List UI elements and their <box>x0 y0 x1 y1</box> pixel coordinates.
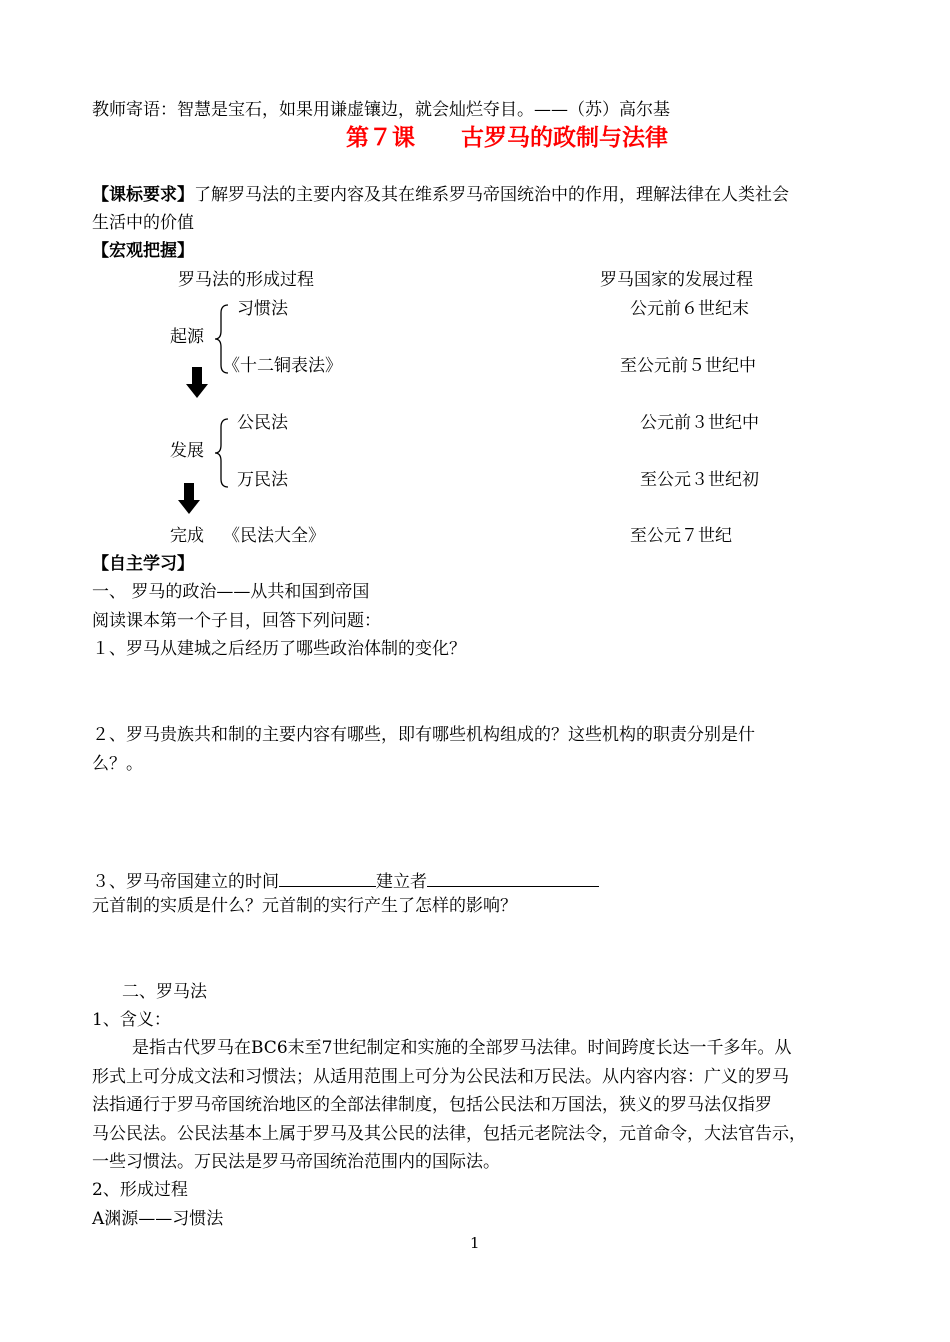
section1-title: 一、 罗马的政治——从共和国到帝国 <box>92 582 370 602</box>
question-2-line1: ２、罗马贵族共和制的主要内容有哪些，即有哪些机构组成的？这些机构的职责分别是什 <box>92 725 755 745</box>
self-study-label: 【自主学习】 <box>92 554 194 574</box>
question-3-line1 <box>92 870 599 891</box>
founder-blank[interactable] <box>427 870 599 887</box>
meaning-paragraph-line: 是指古代罗马在BC6末至7世纪制定和实施的全部罗马法律。时间跨度长达一千多年。从 <box>132 1038 792 1058</box>
section2-title: 二、罗马法 <box>122 982 207 1002</box>
origin-date-2: 至公元前５世纪中 <box>620 356 756 376</box>
page-number: 1 <box>470 1234 480 1252</box>
meaning-paragraph-line: 形式上可分成文法和习惯法；从适用范围上可分为公民法和万民法。从内容内容：广义的罗马 <box>92 1067 789 1087</box>
lesson-title: 第７课 古罗马的政制与法律 <box>346 125 668 151</box>
teacher-motto: 教师寄语：智慧是宝石，如果用谦虚镶边，就会灿烂夺目。——（苏）高尔基 <box>92 100 670 120</box>
question-3-founder-label: 建立者 <box>376 872 427 892</box>
subsection-formation: 2、形成过程 <box>92 1180 188 1200</box>
overview-label: 【宏观把握】 <box>92 241 194 261</box>
development-date-2: 至公元３世纪初 <box>640 470 759 490</box>
requirements-label: 【课标要求】 <box>92 185 194 205</box>
development-brace-icon <box>214 417 230 489</box>
development-date-1: 公元前３世纪中 <box>640 413 759 433</box>
question-2-line2: 么？。 <box>92 754 143 774</box>
founding-time-blank[interactable] <box>279 870 376 887</box>
subsection-origin-customary: A渊源——习惯法 <box>92 1209 224 1229</box>
completion-label: 完成 <box>170 526 204 546</box>
question-3-line2: 元首制的实质是什么？元首制的实行产生了怎样的影响？ <box>92 896 517 916</box>
question-3-time-label: ３、罗马帝国建立的时间 <box>92 872 279 892</box>
reading-instruction: 阅读课本第一个子目，回答下列问题： <box>92 611 381 631</box>
requirements-text: 了解罗马法的主要内容及其在维系罗马帝国统治中的作用，理解法律在人类社会 <box>194 185 789 205</box>
completion-date: 至公元７世纪 <box>630 526 732 546</box>
origin-item-twelve-tables: 《十二铜表法》 <box>223 356 342 376</box>
completion-item: 《民法大全》 <box>223 526 325 546</box>
requirements-line2: 生活中的价值 <box>92 213 194 233</box>
meaning-paragraph-line: 一些习惯法。万民法是罗马帝国统治范围内的国际法。 <box>92 1152 500 1172</box>
overview-right-header: 罗马国家的发展过程 <box>600 270 753 290</box>
overview-left-header: 罗马法的形成过程 <box>178 270 314 290</box>
development-item-civil-law: 公民法 <box>237 413 288 433</box>
requirements-line1 <box>92 187 789 204</box>
subsection-meaning: 1、含义： <box>92 1010 171 1030</box>
origin-item-customary-law: 习惯法 <box>237 299 288 319</box>
origin-label: 起源 <box>170 327 204 347</box>
question-1: １、罗马从建城之后经历了哪些政治体制的变化？ <box>92 639 466 659</box>
meaning-paragraph-line: 法指通行于罗马帝国统治地区的全部法律制度，包括公民法和万国法，狭义的罗马法仅指罗 <box>92 1095 772 1115</box>
origin-date-1: 公元前６世纪末 <box>630 299 749 319</box>
down-arrow-icon <box>177 483 201 515</box>
meaning-paragraph-line: 马公民法。公民法基本上属于罗马及其公民的法律，包括元老院法令，元首命令，大法官告示， <box>92 1124 806 1144</box>
development-item-law-of-nations: 万民法 <box>237 470 288 490</box>
development-label: 发展 <box>170 441 204 461</box>
down-arrow-icon <box>185 367 209 399</box>
